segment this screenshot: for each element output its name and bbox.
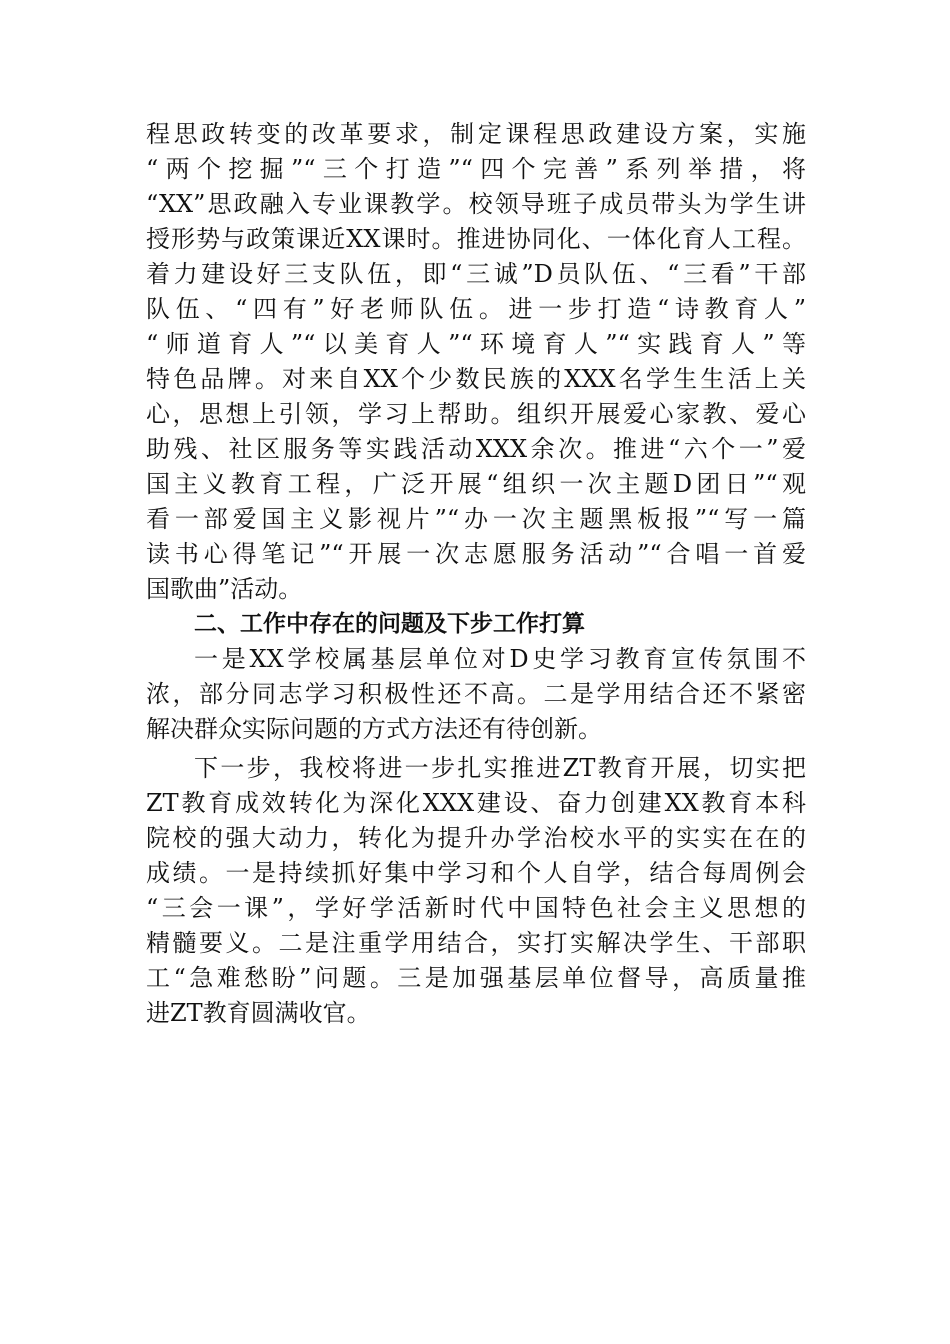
text-line: 浓，部分同志学习积极性还不高。二是学用结合还不紧密 — [146, 680, 806, 708]
text-line: 一是XX学校属基层单位对D史学习教育宣传氛围不 — [194, 645, 806, 673]
section-heading: 二、工作中存在的问题及下步工作打算 — [194, 611, 585, 637]
text-line: 特色品牌。对来自XX个少数民族的XXX名学生生活上关 — [146, 365, 806, 393]
text-line: 院校的强大动力，转化为提升办学治校水平的实实在在的 — [146, 824, 806, 852]
text-line: 看一部爱国主义影视片”“办一次主题黑板报”“写一篇 — [146, 505, 806, 533]
text-line: 着力建设好三支队伍，即“三诚”D员队伍、“三看”干部 — [146, 260, 806, 288]
text-line: 读书心得笔记”“开展一次志愿服务活动”“合唱一首爱 — [146, 540, 806, 568]
text-line: 工“急难愁盼”问题。三是加强基层单位督导，高质量推 — [146, 964, 806, 992]
text-line: 国主义教育工程，广泛开展“组织一次主题D团日”“观 — [146, 470, 806, 498]
text-line: 队伍、“四有”好老师队伍。进一步打造“诗教育人” — [146, 295, 806, 323]
text-line: 心，思想上引领，学习上帮助。组织开展爱心家教、爱心 — [146, 400, 806, 428]
text-line: 进ZT教育圆满收官。 — [146, 999, 371, 1027]
text-line: 解决群众实际问题的方式方法还有待创新。 — [146, 715, 602, 743]
text-line: 助残、社区服务等实践活动XXX余次。推进“六个一”爱 — [146, 435, 806, 463]
text-line: 下一步，我校将进一步扎实推进ZT教育开展，切实把 — [194, 754, 806, 782]
document-body — [146, 117, 806, 1031]
text-line: ZT教育成效转化为深化XXX建设、奋力创建XX教育本科 — [146, 789, 806, 817]
text-line: 精髓要义。二是注重学用结合，实打实解决学生、干部职 — [146, 929, 806, 957]
text-line: 授形势与政策课近XX课时。推进协同化、一体化育人工程。 — [146, 225, 806, 253]
text-line: “XX”思政融入专业课教学。校领导班子成员带头为学生讲 — [146, 190, 806, 218]
text-line: 国歌曲”活动。 — [146, 575, 303, 603]
paragraph-continued-curriculum — [146, 117, 806, 607]
text-line: “师道育人”“以美育人”“环境育人”“实践育人”等 — [146, 330, 806, 358]
paragraph-next-steps — [146, 751, 806, 1031]
text-line: 程思政转变的改革要求，制定课程思政建设方案，实施 — [146, 120, 806, 148]
text-line: “三会一课”，学好学活新时代中国特色社会主义思想的 — [146, 894, 806, 922]
text-line: 成绩。一是持续抓好集中学习和个人自学，结合每周例会 — [146, 859, 806, 887]
text-line: “两个挖掘”“三个打造”“四个完善”系列举措，将 — [146, 155, 806, 183]
paragraph-problems — [146, 642, 806, 747]
